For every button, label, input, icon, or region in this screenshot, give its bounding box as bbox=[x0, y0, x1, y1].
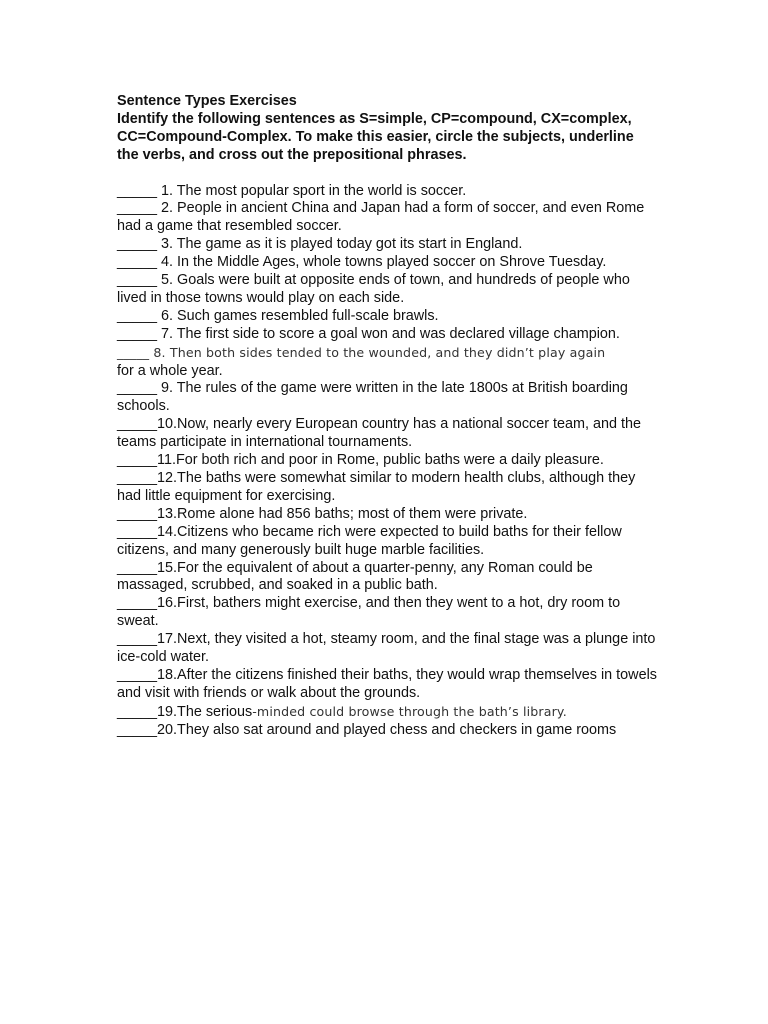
exercise-text: 6. Such games resembled full-scale brawls. bbox=[161, 307, 439, 324]
answer-blank: _____ bbox=[117, 325, 162, 342]
answer-blank: _____ bbox=[117, 416, 158, 433]
exercise-text: 1. The most popular sport in the world is soccer. bbox=[161, 182, 467, 199]
exercise-item bbox=[117, 272, 657, 308]
exercise-text-continuation: for a whole year. bbox=[117, 362, 223, 379]
answer-blank: _____ bbox=[117, 380, 162, 397]
exercise-item bbox=[117, 560, 657, 596]
exercise-item bbox=[117, 667, 657, 703]
exercise-list bbox=[117, 183, 657, 740]
worksheet-title: Sentence Types Exercises bbox=[117, 93, 297, 109]
exercise-item bbox=[117, 470, 657, 506]
exercise-item bbox=[117, 308, 657, 326]
exercise-item bbox=[117, 183, 657, 201]
answer-blank: _____ bbox=[117, 182, 162, 199]
exercise-text: 3. The game as it is played today got its start in England. bbox=[161, 236, 523, 253]
exercise-item bbox=[117, 380, 657, 416]
answer-blank: _____ bbox=[117, 470, 158, 487]
exercise-text: 11.For both rich and poor in Rome, public baths were a daily pleasure. bbox=[157, 452, 604, 469]
answer-blank: _____ bbox=[117, 559, 158, 576]
exercise-item bbox=[117, 236, 657, 254]
exercise-item bbox=[117, 326, 657, 344]
exercise-item bbox=[117, 452, 657, 470]
exercise-text: 14.Citizens who became rich were expected to build baths for their fellow citizens, and many generously built huge marble facilities. bbox=[117, 523, 622, 558]
worksheet-page bbox=[117, 93, 657, 740]
exercise-text: 4. In the Middle Ages, whole towns played soccer on Shrove Tuesday. bbox=[161, 254, 607, 271]
answer-blank: _____ bbox=[117, 631, 158, 648]
exercise-text: 9. The rules of the game were written in the late 1800s at British boarding schools. bbox=[117, 380, 628, 415]
exercise-text: 17.Next, they visited a hot, steamy room, and the final stage was a plunge into ice-cold water. bbox=[117, 631, 656, 666]
answer-blank: _____ bbox=[117, 272, 162, 289]
exercise-text: 2. People in ancient China and Japan had a form of soccer, and even Rome had a game that resembled soccer. bbox=[117, 200, 645, 235]
exercise-item bbox=[117, 254, 657, 272]
answer-blank: _____ bbox=[117, 236, 162, 253]
answer-blank: _____ bbox=[117, 452, 158, 469]
exercise-text: 5. Goals were built at opposite ends of town, and hundreds of people who lived in those towns would play on each side. bbox=[117, 272, 630, 306]
answer-blank: _____ bbox=[117, 307, 162, 324]
exercise-item bbox=[117, 524, 657, 560]
exercise-item bbox=[117, 722, 657, 740]
exercise-text: 8. Then both sides tended to the wounded, and they didn’t play again bbox=[153, 344, 606, 360]
exercise-text: 10.Now, nearly every European country has a national soccer team, and the teams participate in international tournaments. bbox=[117, 416, 642, 451]
worksheet-instructions: Identify the following sentences as S=simple, CP=compound, CX=complex, CC=Compound-Complex. To make this easier, circle the subjects, underline the verbs, and cross out the prepositional phrases. bbox=[117, 110, 634, 163]
answer-blank: _____ bbox=[117, 595, 158, 612]
exercise-item bbox=[117, 595, 657, 631]
answer-blank: _____ bbox=[117, 666, 158, 683]
exercise-text: 15.For the equivalent of about a quarter-penny, any Roman could be massaged, scrubbed, and soaked in a public bath. bbox=[117, 559, 593, 594]
exercise-text: 13.Rome alone had 856 baths; most of them were private. bbox=[157, 505, 528, 522]
answer-blank: _____ bbox=[117, 703, 158, 720]
answer-blank: _____ bbox=[117, 523, 158, 540]
exercise-item bbox=[117, 416, 657, 452]
exercise-text: 12.The baths were somewhat similar to modern health clubs, although they had little equipment for exercising. bbox=[117, 470, 636, 504]
exercise-text: 16.First, bathers might exercise, and then they went to a hot, dry room to sweat. bbox=[117, 595, 621, 630]
exercise-item bbox=[117, 506, 657, 524]
exercise-text: -minded could browse through the bath’s library. bbox=[252, 703, 567, 719]
exercise-number: 19.The serious bbox=[157, 703, 253, 720]
answer-blank: _____ bbox=[117, 200, 162, 217]
answer-blank: _____ bbox=[117, 505, 158, 522]
exercise-item bbox=[117, 631, 657, 667]
exercise-item bbox=[117, 344, 657, 381]
exercise-text: 18.After the citizens finished their baths, they would wrap themselves in towels and visit with friends or walk about the grounds. bbox=[117, 666, 657, 701]
answer-blank: _____ bbox=[117, 344, 154, 360]
exercise-item bbox=[117, 200, 657, 236]
exercise-text: 7. The first side to score a goal won and was declared village champion. bbox=[161, 325, 620, 342]
answer-blank: _____ bbox=[117, 254, 162, 271]
answer-blank: _____ bbox=[117, 721, 158, 738]
exercise-text: 20.They also sat around and played chess and checkers in game rooms bbox=[157, 721, 617, 738]
exercise-item bbox=[117, 703, 657, 722]
